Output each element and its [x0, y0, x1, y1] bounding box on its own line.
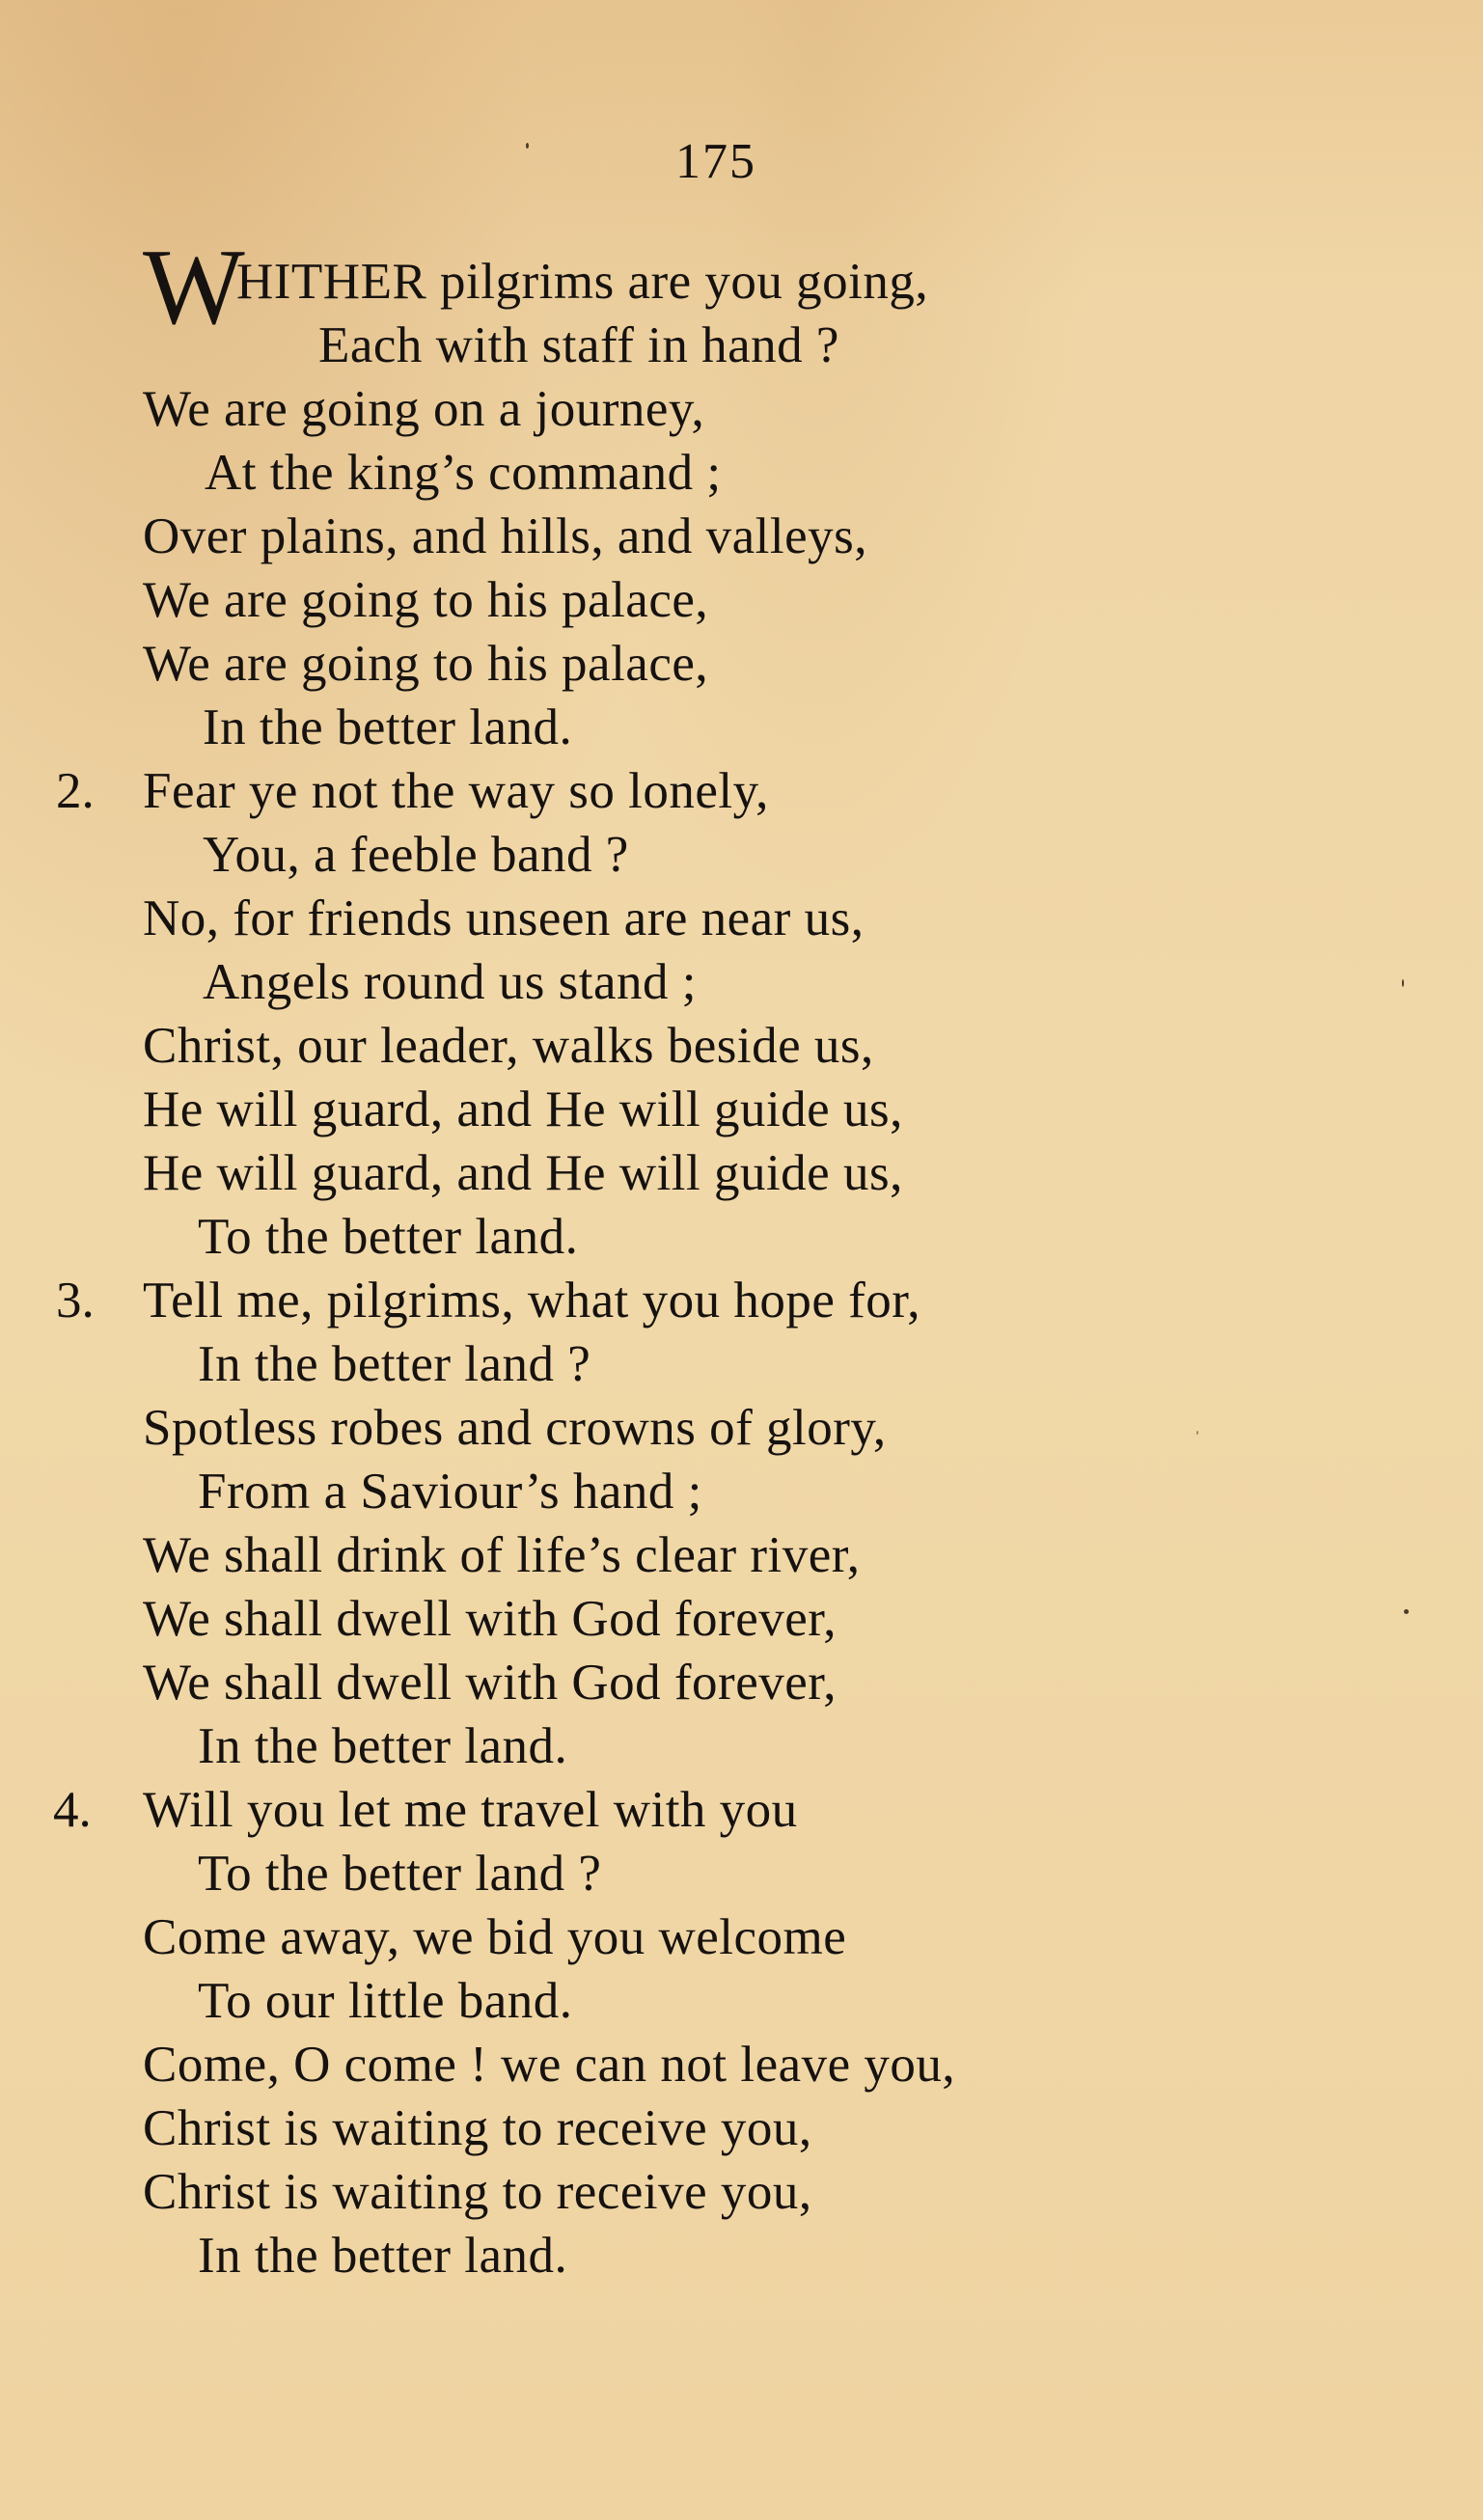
verse-1-line-8: In the better land. [203, 699, 573, 755]
paper-speck [1402, 979, 1404, 987]
verse-3-line-6: We shall dwell with God forever, [143, 1591, 838, 1647]
verse-4-line-2: To the better land ? [198, 1846, 602, 1902]
paper-speck [1404, 1609, 1409, 1614]
verse-1-line-2: Each with staff in hand ? [318, 317, 839, 373]
verse-1-line-3: We are going on a journey, [143, 381, 705, 437]
verse-4-line-1: Will you let me travel with you [143, 1782, 798, 1838]
verse-3-line-2: In the better land ? [198, 1336, 591, 1392]
verse-4-line-7: Christ is waiting to receive you, [143, 2164, 812, 2220]
verse-1-line-7: We are going to his palace, [143, 636, 709, 692]
verse-4-line-5: Come, O come ! we can not leave you, [143, 2037, 956, 2093]
paper-speck [1196, 1431, 1198, 1435]
verse-2-line-3: No, for friends unseen are near us, [143, 890, 865, 946]
verse-4-line-8: In the better land. [198, 2228, 568, 2284]
verse-2-line-1: Fear ye not the way so lonely, [143, 763, 769, 819]
verse-3-line-8: In the better land. [198, 1718, 568, 1774]
verse-1-line-5: Over plains, and hills, and valleys, [143, 508, 868, 564]
verse-2-line-7: He will guard, and He will guide us, [143, 1145, 903, 1201]
verse-4-number: 4. [53, 1782, 92, 1838]
page-number: 175 [675, 134, 756, 189]
verse-3-line-4: From a Saviour’s hand ; [198, 1464, 702, 1520]
drop-cap: W [143, 228, 245, 347]
paper-speck [526, 143, 529, 149]
verse-2-line-6: He will guard, and He will guide us, [143, 1082, 903, 1137]
verse-3-line-1: Tell me, pilgrims, what you hope for, [143, 1273, 921, 1328]
verse-1-line-6: We are going to his palace, [143, 572, 709, 628]
verse-4-line-4: To our little band. [198, 1973, 573, 2029]
verse-2-line-2: You, a feeble band ? [203, 827, 629, 883]
verse-2-line-4: Angels round us stand ; [203, 954, 698, 1010]
verse-4-line-6: Christ is waiting to receive you, [143, 2100, 812, 2156]
verse-4-line-3: Come away, we bid you welcome [143, 1909, 847, 1965]
verse-3-line-5: We shall drink of life’s clear river, [143, 1527, 861, 1583]
verse-2-line-5: Christ, our leader, walks beside us, [143, 1018, 874, 1074]
verse-2-number: 2. [56, 763, 95, 819]
verse-3-number: 3. [56, 1273, 95, 1328]
verse-3-line-3: Spotless robes and crowns of glory, [143, 1400, 887, 1456]
verse-1-line-4: At the king’s command ; [205, 445, 722, 501]
verse-2-line-8: To the better land. [198, 1209, 579, 1265]
verse-3-line-7: We shall dwell with God forever, [143, 1655, 838, 1711]
verse-1-line-1: HITHER pilgrims are you going, [236, 254, 929, 310]
